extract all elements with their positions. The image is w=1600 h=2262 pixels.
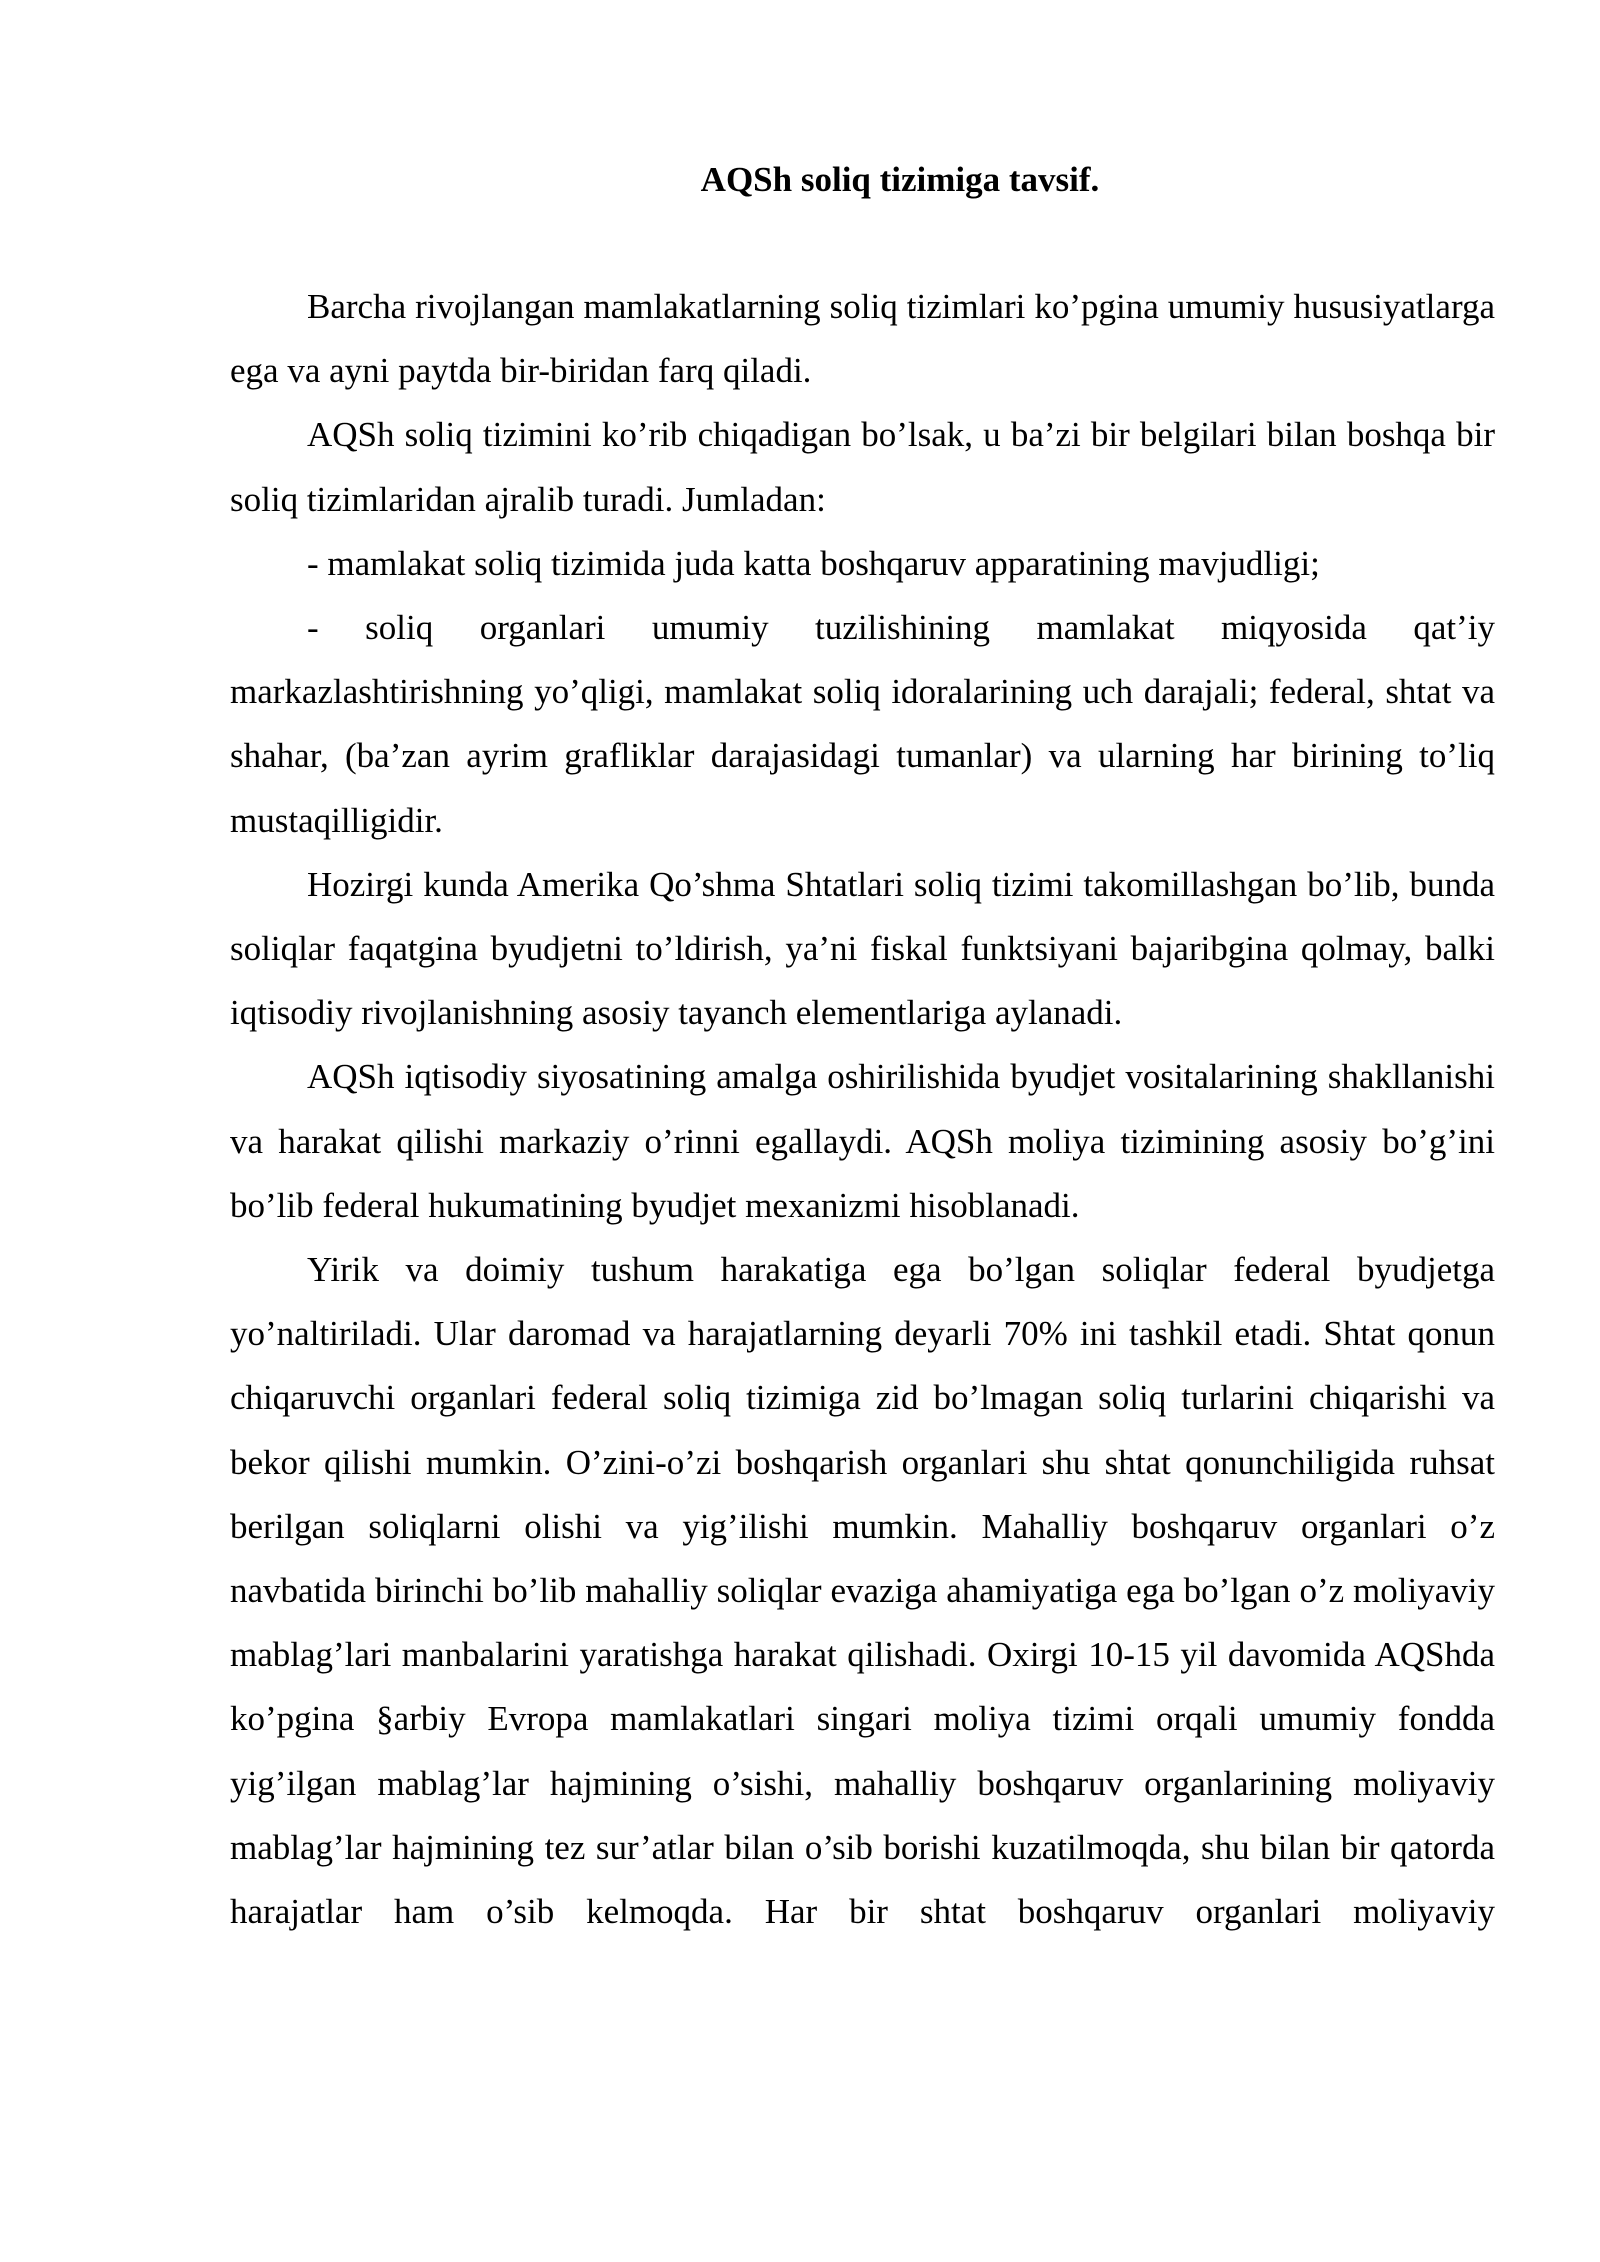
- paragraph-current-state: Hozirgi kunda Amerika Qo’shma Shtatlari soliq tizimi takomillashgan bo’lib, bunda soliqlar faqatgina byudjetni to’ldirish, ya’ni fiskal funktsiyani bajaribgina qolmay, balki iqtisodiy rivojlanishning asosiy tayanch elementlariga aylanadi.: [230, 864, 1495, 1033]
- paragraph-intro: Barcha rivojlangan mamlakatlarning soliq tizimlari ko’pgina umumiy hususiyatlarga ega va ayni paytda bir-biridan farq qiladi.: [230, 287, 1495, 391]
- document-body: [230, 275, 1495, 1944]
- paragraph-features: AQSh soliq tizimini ko’rib chiqadigan bo’lsak, u ba’zi bir belgilari bilan boshqa bir soliq tizimlaridan ajralib turadi. Jumladan:: [230, 415, 1495, 519]
- list-item-decentralization: - soliq organlari umumiy tuzilishining mamlakat miqyosida qat’iy markazlashtirishning yo’qligi, mamlakat soliq idoralarining uch darajali; federal, shtat va shahar, (ba’zan ayrim grafliklar darajasidagi tumanlar) va ularning har birining to’liq mustaqilligidir.: [230, 608, 1495, 840]
- list-item-apparatus: - mamlakat soliq tizimida juda katta boshqaruv apparatining mavjudligi;: [307, 543, 1320, 583]
- page-title: AQSh soliq tizimiga tavsif.: [700, 160, 1100, 199]
- paragraph-federal-revenue: Yirik va doimiy tushum harakatiga ega bo’lgan soliqlar federal byudjetga yo’naltiriladi. Ular daromad va harajatlarning deyarli 70% ini tashkil etadi. Shtat qonun chiqaruvchi organlari federal soliq tizimiga zid bo’lmagan soliq turlarini chiqarishi va bekor qilishi mumkin. O’zini-o’zi boshqarish organlari shu shtat qonunchiligida ruhsat berilgan soliqlarni olishi va yig’ilishi mumkin. Mahalliy boshqaruv organlari o’z navbatida birinchi bo’lib mahalliy soliqlar evaziga ahamiyatiga ega bo’lgan o’z moliyaviy mablag’lari manbalarini yaratishga harakat qilishadi. Oxirgi 10-15 yil davomida AQShda ko’pgina §arbiy Evropa mamlakatlari singari moliya tizimi orqali umumiy fondda yig’ilgan mablag’lar hajmining o’sishi, mahalliy boshqaruv organlarining moliyaviy mablag’lar hajmining tez sur’atlar bilan o’sib borishi kuzatilmoqda, shu bilan bir qatorda harajatlar ham o’sib kelmoqda. Har bir shtat boshqaruv organlari moliyaviy: [230, 1250, 1495, 1932]
- paragraph-budget-policy: AQSh iqtisodiy siyosatining amalga oshirilishida byudjet vositalarining shakllanishi va harakat qilishi markaziy o’rinni egallaydi. AQSh moliya tizimining asosiy bo’g’ini bo’lib federal hukumatining byudjet mexanizmi hisoblanadi.: [230, 1057, 1495, 1225]
